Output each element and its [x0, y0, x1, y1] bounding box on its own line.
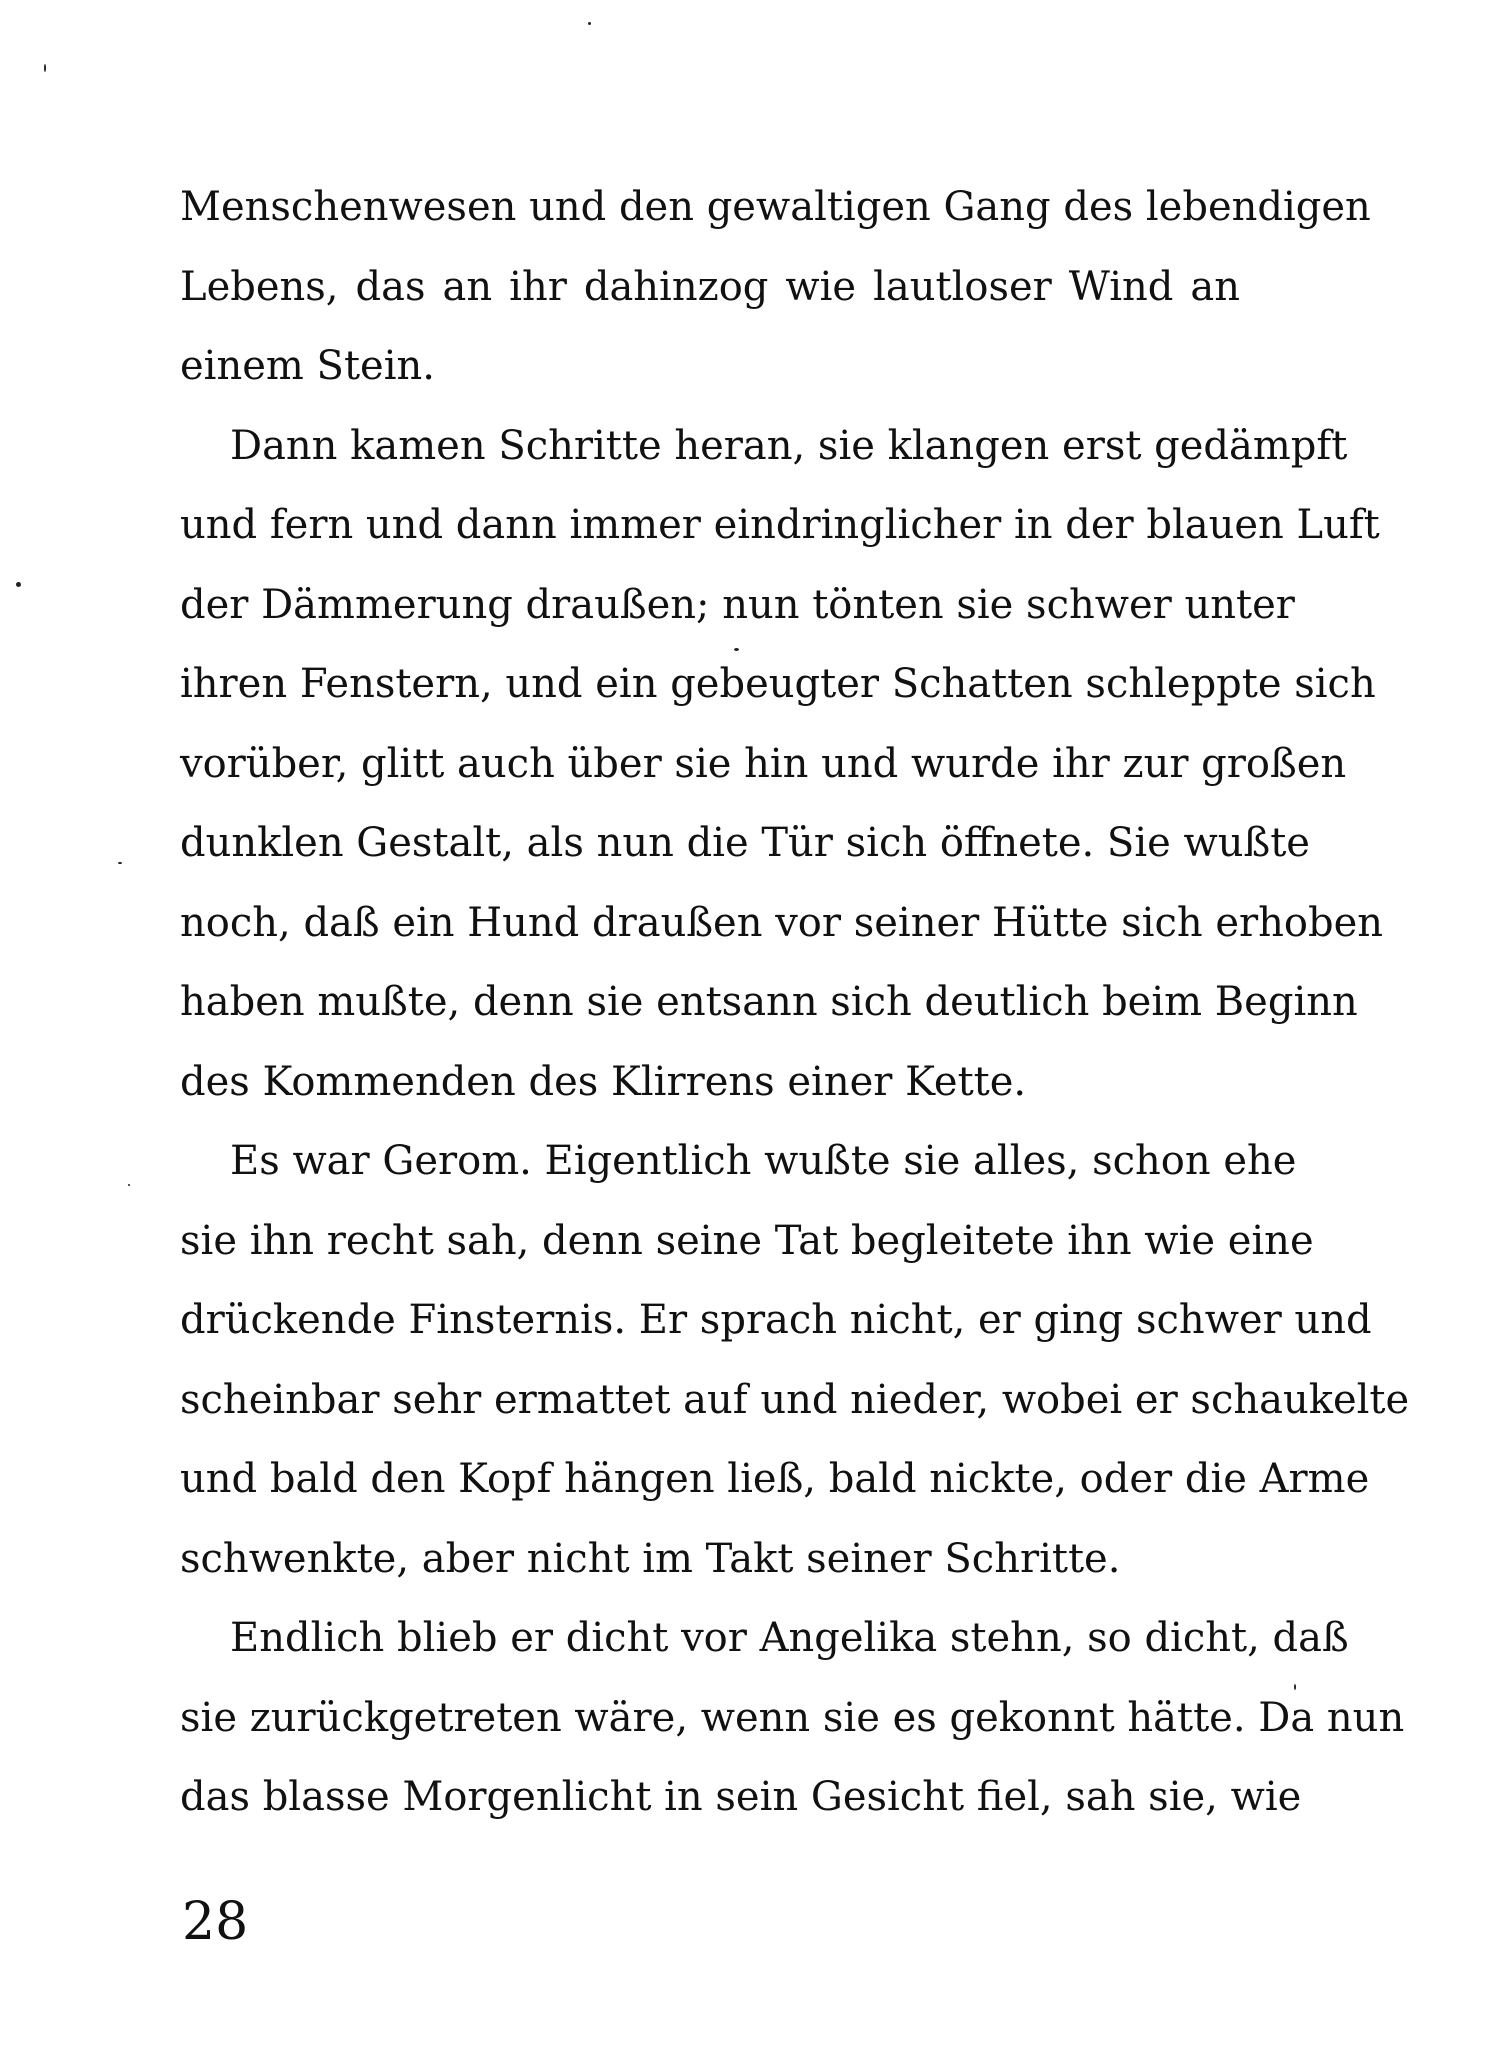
text-line: und fern und dann immer eindringlicher in der blauen Luft: [180, 502, 1380, 548]
scan-speck: [118, 862, 122, 864]
text-line: des Kommenden des Klirrens einer Kette.: [180, 1058, 1027, 1105]
text-line: scheinbar sehr ermattet auf und nieder, wobei er schaukelte: [180, 1376, 1410, 1423]
text-line: Es war Gerom. Eigentlich wußte sie alles, schon ehe: [230, 1138, 1297, 1184]
body-text: [180, 168, 1410, 1838]
scan-speck: [1294, 1684, 1296, 1690]
scan-speck: [44, 64, 46, 72]
text-line: Endlich blieb er dicht vor Angelika stehn, so dicht, daß: [230, 1615, 1349, 1661]
text-line: noch, daß ein Hund draußen vor seiner Hütte sich erhoben: [180, 899, 1384, 946]
text-line: Menschenwesen und den gewaltigen Gang des lebendigen: [180, 184, 1371, 230]
scan-speck: [128, 1184, 130, 1186]
text-line: der Dämmerung draußen; nun tönten sie schwer unter: [180, 581, 1295, 628]
text-line: einem Stein.: [180, 343, 435, 389]
text-line: sie ihn recht sah, denn seine Tat begleitete ihn wie eine: [180, 1217, 1314, 1264]
text-line: dunklen Gestalt, als nun die Tür sich öffnete. Sie wußte: [180, 820, 1310, 866]
text-line: vorüber, glitt auch über sie hin und wurde ihr zur großen: [180, 740, 1347, 787]
text-line: drückende Finsternis. Er sprach nicht, er ging schwer und: [180, 1297, 1372, 1343]
scan-speck: [588, 22, 591, 25]
text-line: Dann kamen Schritte heran, sie klangen erst gedämpft: [230, 422, 1348, 469]
scan-speck: [16, 582, 21, 587]
text-line: haben mußte, denn sie entsann sich deutlich beim Beginn: [180, 979, 1358, 1025]
text-line: das blasse Morgenlicht in sein Gesicht fiel, sah sie, wie: [180, 1774, 1302, 1820]
text-line: und bald den Kopf hängen ließ, bald nickte, oder die Arme: [180, 1456, 1370, 1502]
text-line: schwenkte, aber nicht im Takt seiner Schritte.: [180, 1535, 1121, 1582]
text-line: ihren Fenstern, und ein gebeugter Schatten schleppte sich: [180, 661, 1376, 707]
scan-speck: [734, 648, 739, 651]
page-number: 28: [182, 1892, 249, 1952]
text-line: sie zurückgetreten wäre, wenn sie es gekonnt hätte. Da nun: [180, 1694, 1405, 1741]
text-line: Lebens, das an ihr dahinzog wie lautloser Wind an: [180, 263, 1240, 310]
